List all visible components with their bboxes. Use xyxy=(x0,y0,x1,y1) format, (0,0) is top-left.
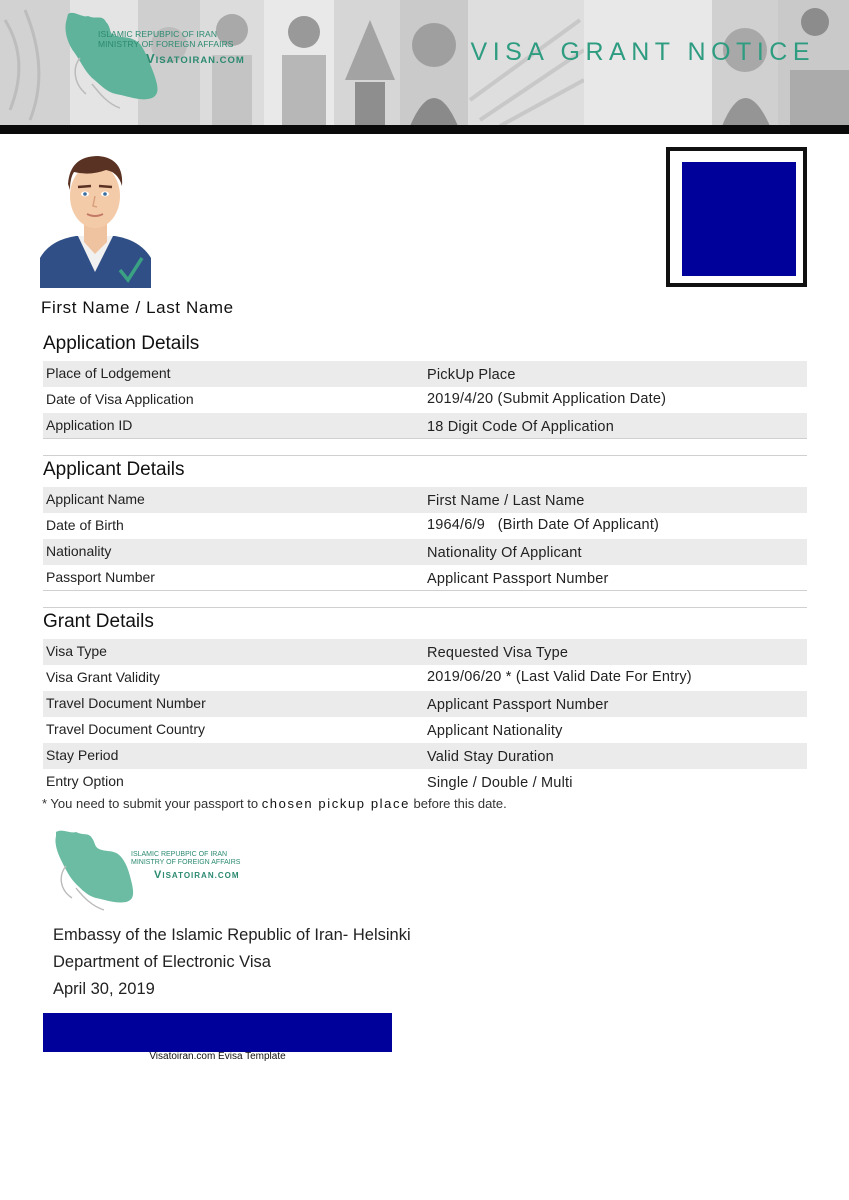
row-label: Application ID xyxy=(46,417,133,433)
row-value: Applicant Nationality xyxy=(427,723,563,739)
logo-ministry-line: MINISTRY OF FOREIGN AFFAIRS xyxy=(98,39,234,49)
template-caption: Visatoiran.com Evisa Template xyxy=(149,1051,286,1062)
table-row xyxy=(43,691,807,717)
row-value: Applicant Passport Number xyxy=(427,571,609,587)
grant-details-table xyxy=(43,639,807,795)
section-title-applicant: Applicant Details xyxy=(43,459,185,480)
header-divider xyxy=(0,125,849,134)
note-suffix: before this date. xyxy=(409,796,507,811)
table-row xyxy=(43,539,807,565)
row-label: Date of Visa Application xyxy=(46,391,194,407)
row-value: Requested Visa Type xyxy=(427,645,569,661)
logo-brand xyxy=(146,51,245,66)
table-row xyxy=(43,639,807,665)
holder-name: First Name / Last Name xyxy=(41,298,234,317)
logo-country-line: ISLAMIC REPUBPIC OF IRAN xyxy=(98,29,218,39)
row-value: Single / Double / Multi xyxy=(427,775,573,791)
row-value: Applicant Passport Number xyxy=(427,697,609,713)
table-row xyxy=(43,487,807,513)
row-value: First Name / Last Name xyxy=(427,493,585,509)
footer-logo-text xyxy=(131,851,240,881)
table-row xyxy=(43,743,807,769)
row-label: Visa Grant Validity xyxy=(46,669,160,685)
application-details-table xyxy=(43,361,807,439)
table-row xyxy=(43,413,807,439)
section-divider xyxy=(43,607,807,608)
embassy-department: Department of Electronic Visa xyxy=(53,953,271,971)
row-label: Entry Option xyxy=(46,773,124,789)
table-row xyxy=(43,717,807,743)
page-header xyxy=(0,0,849,126)
table-row xyxy=(43,769,807,795)
row-label: Visa Type xyxy=(46,643,107,659)
footer-logo-brand-initial: V xyxy=(154,869,163,881)
footer-logo-brand-rest: ISATOIRAN.COM xyxy=(162,871,240,880)
barcode-redaction-block xyxy=(43,1013,392,1052)
row-label: Stay Period xyxy=(46,747,119,763)
row-value: 18 Digit Code Of Application xyxy=(427,419,614,435)
row-label: Date of Birth xyxy=(46,517,124,533)
section-title-grant: Grant Details xyxy=(43,611,154,632)
section-divider xyxy=(43,455,807,456)
applicant-details-table xyxy=(43,487,807,591)
table-row xyxy=(43,387,807,413)
table-row xyxy=(43,361,807,387)
logo-text-block xyxy=(98,29,245,66)
table-row xyxy=(43,565,807,591)
row-value: 2019/06/20 * (Last Valid Date For Entry) xyxy=(427,669,692,685)
section-title-application: Application Details xyxy=(43,333,200,354)
note-highlight: chosen pickup place xyxy=(261,796,410,811)
row-value: Nationality Of Applicant xyxy=(427,545,582,561)
logo-brand-rest: ISATOIRAN.COM xyxy=(155,55,245,66)
row-label: Passport Number xyxy=(46,569,155,585)
note-prefix: * You need to submit your passport to xyxy=(42,796,262,811)
footer-logo-ministry-line: MINISTRY OF FOREIGN AFFAIRS xyxy=(131,859,241,866)
photo-redaction-block xyxy=(682,162,796,276)
row-value: 1964/6/9 (Birth Date Of Applicant) xyxy=(427,517,660,533)
footer-logo-country-line: ISLAMIC REPUBPIC OF IRAN xyxy=(131,851,228,858)
row-divider xyxy=(43,438,807,439)
page-title: VISA GRANT NOTICE xyxy=(470,38,815,66)
row-label: Travel Document Country xyxy=(46,721,205,737)
pickup-note xyxy=(42,796,507,811)
table-row xyxy=(43,665,807,691)
embassy-name: Embassy of the Islamic Republic of Iran- Helsinki xyxy=(53,926,411,944)
row-value: 2019/4/20 (Submit Application Date) xyxy=(427,391,667,407)
row-value: Valid Stay Duration xyxy=(427,749,554,765)
row-label: Place of Lodgement xyxy=(46,365,171,381)
photo-placeholder-frame xyxy=(666,147,807,287)
logo-brand-initial: V xyxy=(146,51,156,66)
table-row xyxy=(43,513,807,539)
issue-date: April 30, 2019 xyxy=(53,980,155,998)
row-label: Applicant Name xyxy=(46,491,145,507)
row-label: Travel Document Number xyxy=(46,695,206,711)
footer-logo-brand xyxy=(154,869,240,881)
row-divider xyxy=(43,590,807,591)
applicant-avatar xyxy=(40,150,151,288)
row-label: Nationality xyxy=(46,543,112,559)
row-value: PickUp Place xyxy=(427,367,516,383)
